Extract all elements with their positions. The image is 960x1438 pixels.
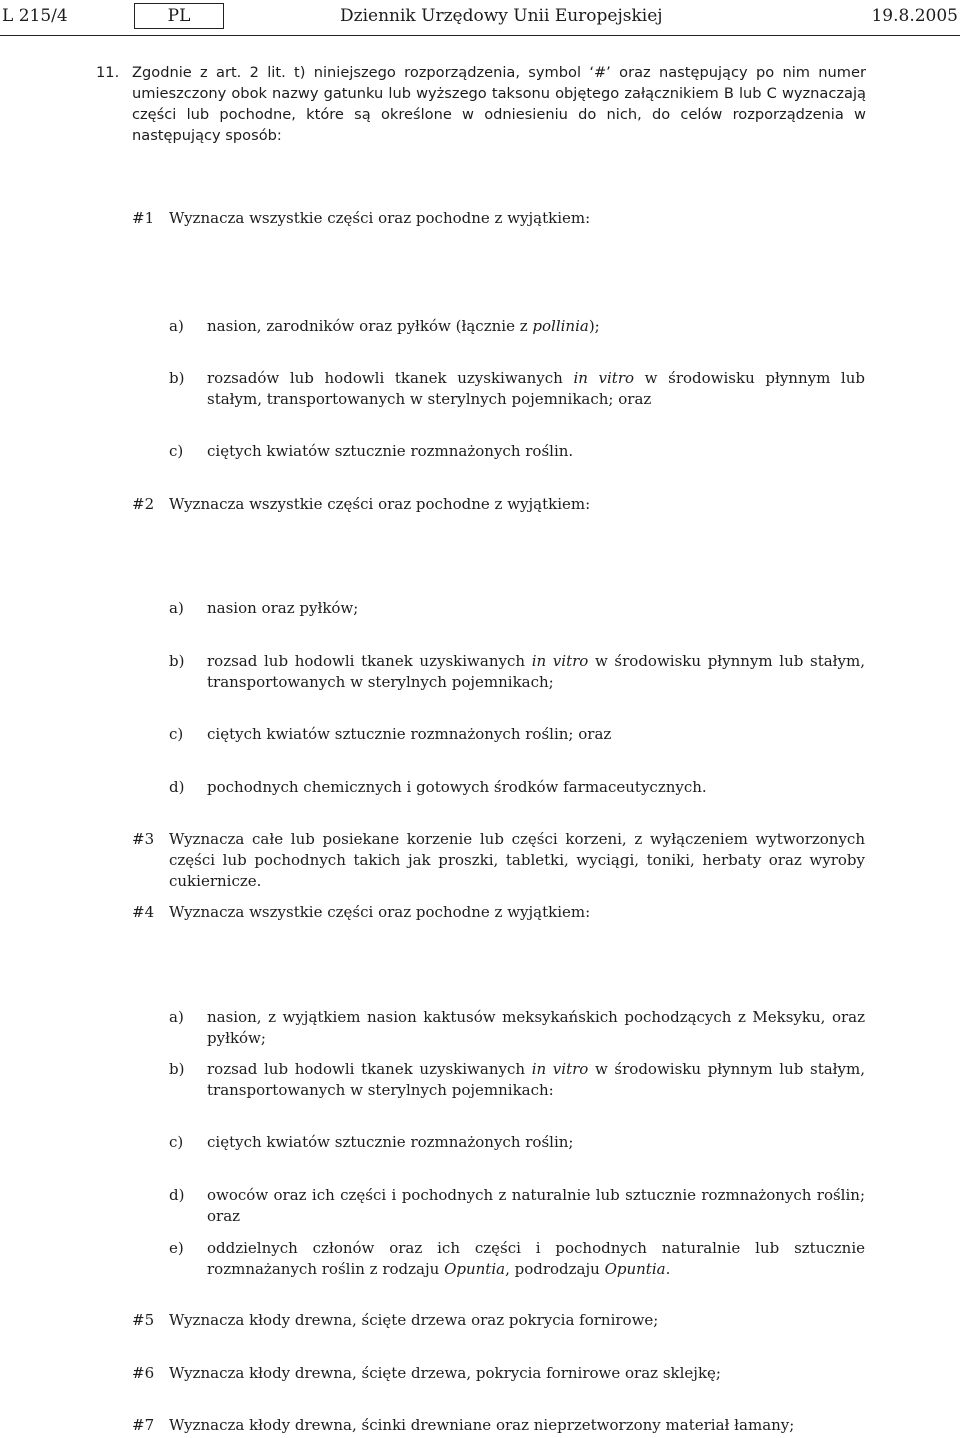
header-rule <box>0 35 960 36</box>
item-label: d) <box>169 778 185 796</box>
list-item: rozsad lub hodowli tkanek uzyskiwanych in vitro w środowisku płynnym lub stałym, transportowanych w sterylnych pojemnikach; <box>207 652 865 691</box>
list-item: oddzielnych członów oraz ich części i pochodnych naturalnie lub sztucznie rozmnażanych roślin z rodzaju Opuntia, podrodzaju Opuntia. <box>207 1239 865 1278</box>
list-item: nasion oraz pyłków; <box>207 599 359 617</box>
list-item: rozsadów lub hodowli tkanek uzyskiwanych in vitro w środowisku płynnym lub stałym, transportowanych w sterylnych pojemnikach; oraz <box>207 369 865 408</box>
item-label: a) <box>169 317 184 335</box>
page-header <box>0 0 960 40</box>
item-label: b) <box>169 369 185 387</box>
annotation-tag: #5 <box>132 1311 155 1329</box>
annotation-text: Wyznacza kłody drewna, ścinki drewniane oraz nieprzetworzony materiał łamany; <box>169 1416 795 1434</box>
annotation-tag: #7 <box>132 1416 155 1434</box>
paragraph-text: Zgodnie z art. 2 lit. t) niniejszego rozporządzenia, symbol ‘#’ oraz następujący po nim numer umieszczony obok nazwy gatunku lub wyższego taksonu objętego załącznikiem B lub C wyznaczają części lub pochodne, które są określone w odniesieniu do nich, do celów rozporządzenia w następujący sposób: <box>132 64 866 144</box>
annotation-text: Wyznacza kłody drewna, ścięte drzewa, pokrycia fornirowe oraz sklejkę; <box>169 1364 721 1382</box>
item-label: b) <box>169 1060 185 1078</box>
item-label: c) <box>169 442 184 460</box>
item-label: a) <box>169 1008 184 1026</box>
language-box: PL <box>134 3 224 29</box>
item-label: c) <box>169 1133 184 1151</box>
annotation-text: Wyznacza całe lub posiekane korzenie lub części korzeni, z wyłączeniem wytworzonych części lub pochodnych takich jak proszki, tabletki, wyciągi, toniki, herbaty oraz wyroby cukiernicze. <box>169 830 865 890</box>
journal-title: Dziennik Urzędowy Unii Europejskiej <box>340 6 663 26</box>
annotation-tag: #4 <box>132 903 155 921</box>
annotation-text: Wyznacza wszystkie części oraz pochodne z wyjątkiem: <box>169 495 591 513</box>
list-item: rozsad lub hodowli tkanek uzyskiwanych in vitro w środowisku płynnym lub stałym, transportowanych w sterylnych pojemnikach: <box>207 1060 865 1099</box>
annotation-text: Wyznacza wszystkie części oraz pochodne z wyjątkiem: <box>169 903 591 921</box>
list-item: nasion, z wyjątkiem nasion kaktusów meksykańskich pochodzących z Meksyku, oraz pyłków; <box>207 1008 865 1047</box>
item-label: a) <box>169 599 184 617</box>
publication-date: 19.8.2005 <box>871 6 958 26</box>
item-label: d) <box>169 1186 185 1204</box>
list-item: ciętych kwiatów sztucznie rozmnażonych roślin; oraz <box>207 725 612 743</box>
annotation-tag: #6 <box>132 1364 155 1382</box>
intro-paragraph <box>96 62 866 146</box>
list-item: ciętych kwiatów sztucznie rozmnażonych roślin; <box>207 1133 574 1151</box>
list-item: owoców oraz ich części i pochodnych z naturalnie lub sztucznie rozmnażonych roślin; oraz <box>207 1186 865 1225</box>
paragraph-number: 11. <box>96 64 120 81</box>
item-label: c) <box>169 725 184 743</box>
annotation-text: Wyznacza kłody drewna, ścięte drzewa oraz pokrycia fornirowe; <box>169 1311 659 1329</box>
list-item: pochodnych chemicznych i gotowych środków farmaceutycznych. <box>207 778 707 796</box>
item-label: e) <box>169 1239 184 1257</box>
list-item: nasion, zarodników oraz pyłków (łącznie z pollinia); <box>207 317 600 335</box>
annotation-tag: #3 <box>132 830 155 848</box>
page-reference: L 215/4 <box>2 6 68 26</box>
list-item: ciętych kwiatów sztucznie rozmnażonych roślin. <box>207 442 574 460</box>
annotation-text: Wyznacza wszystkie części oraz pochodne z wyjątkiem: <box>169 209 591 227</box>
annotation-tag: #1 <box>132 209 155 227</box>
item-label: b) <box>169 652 185 670</box>
annotation-tag: #2 <box>132 495 155 513</box>
